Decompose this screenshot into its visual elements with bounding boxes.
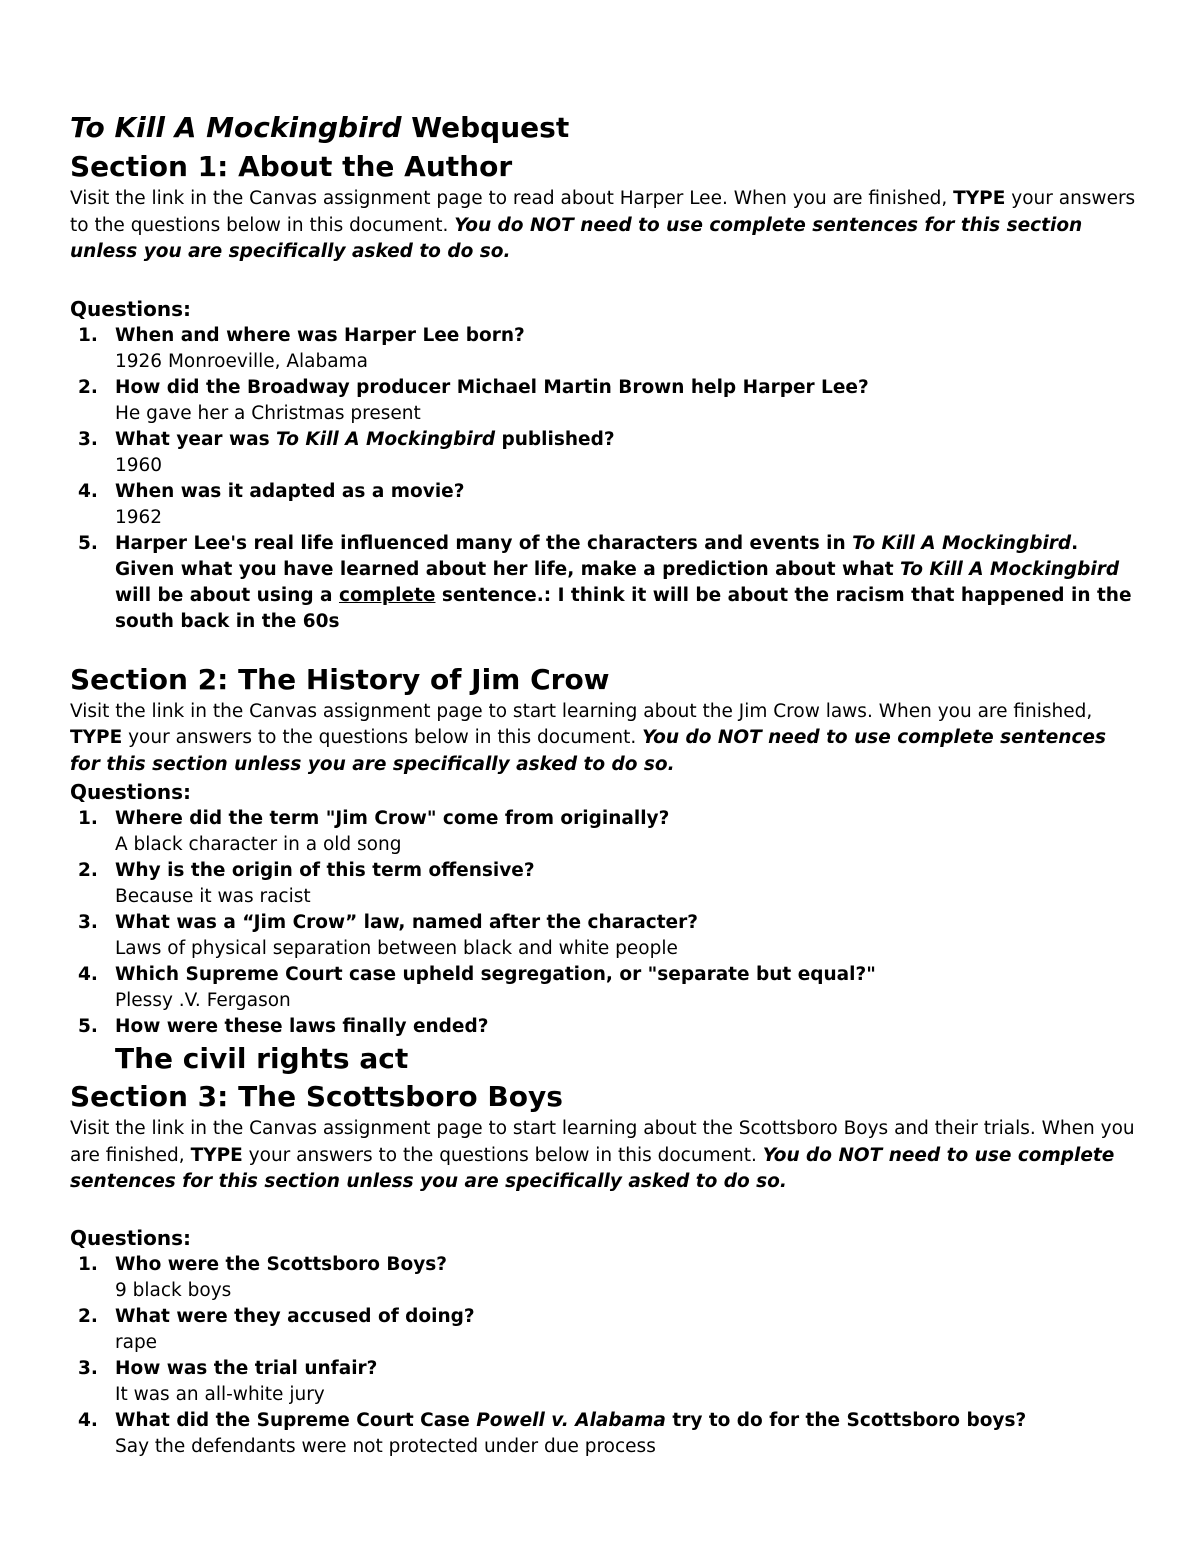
list-item: 5. Harper Lee's real life influenced many of the characters and events in To Kill A Mockingbird. Given what you have learned about her life, make a prediction about what To Kill A Mockingbird will be about using a complete sentence.: I think it will be about the racism that happened in the south back in the 60s [70, 531, 1140, 635]
section-2-instructions: Visit the link in the Canvas assignment page to start learning about the Jim Crow laws. When you are finished, TYPE your answers to the questions below in this document. You do NOT need to use complete sentences for this section unless you are specifically asked to do so. [70, 700, 1106, 775]
answer-text[interactable]: Say the defendants were not protected under due process [115, 1435, 656, 1457]
question-text: How were these laws finally ended? [115, 1016, 489, 1037]
section-1-heading: Section 1: About the Author [70, 150, 513, 183]
question-text[interactable]: Harper Lee's real life influenced many of the characters and events in To Kill A Mockingbird. Given what you have learned about her life, make a prediction about what To Kill A Mockingbird will be about using a complete sentence.: I think it will be about the racism that happened in the south back in the 60s [115, 532, 1132, 632]
answer-text[interactable]: 1960 [115, 454, 163, 476]
question-text: Why is the origin of this term offensive? [115, 860, 535, 881]
answer-text[interactable]: Because it was racist [115, 886, 311, 907]
answer-text[interactable]: 1926 Monroeville, Alabama [115, 350, 368, 372]
question-text: What were they accused of doing? [115, 1305, 475, 1327]
list-item: 1. Where did the term "Jim Crow" come from originally? A black character in a old song [70, 806, 1140, 858]
section-1-question-list [70, 323, 1140, 635]
list-item: 3. What year was To Kill A Mockingbird published? 1960 [70, 427, 1140, 479]
question-text: Which Supreme Court case upheld segregation, or "separate but equal?" [115, 964, 876, 985]
answer-text[interactable]: Plessy .V. Fergason [115, 990, 291, 1011]
answer-text[interactable]: A black character in a old song [115, 834, 402, 855]
question-text: How was the trial unfair? [115, 1357, 378, 1379]
list-item: 4. When was it adapted as a movie? 1962 [70, 479, 1140, 531]
question-text: Who were the Scottsboro Boys? [115, 1253, 448, 1275]
section-3-instructions: Visit the link in the Canvas assignment page to start learning about the Scottsboro Boys and their trials. When you are finished, TYPE your answers to the questions below in this document. You do NOT need to use complete sentences for this section unless you are specifically asked to do so. [70, 1118, 1135, 1192]
section-3-question-list [70, 1252, 1140, 1460]
section-2-heading: Section 2: The History of Jim Crow [70, 662, 610, 696]
question-text: When and where was Harper Lee born? [115, 324, 525, 346]
answer-text[interactable]: He gave her a Christmas present [115, 402, 421, 424]
section-1-instructions: Visit the link in the Canvas assignment page to read about Harper Lee. When you are finished, TYPE your answers to the questions below in this document. You do NOT need to use complete sentences for this section unless you are specifically asked to do so. [70, 188, 1136, 262]
section-3-heading: Section 3: The Scottsboro Boys [70, 1080, 563, 1113]
list-item: 4. What did the Supreme Court Case Powell v. Alabama try to do for the Scottsboro boys? Say the defendants were not protected under due process [70, 1408, 1140, 1460]
list-item: 2. How did the Broadway producer Michael Martin Brown help Harper Lee? He gave her a Christmas present [70, 375, 1140, 427]
section-2-questions-label: Questions: [70, 780, 192, 804]
question-text: What did the Supreme Court Case Powell v. Alabama try to do for the Scottsboro boys? [115, 1409, 1027, 1431]
list-item: 4. Which Supreme Court case upheld segregation, or "separate but equal?" Plessy .V. Fergason [70, 962, 1140, 1014]
answer-text[interactable]: The civil rights act [115, 1042, 409, 1075]
answer-text[interactable]: Laws of physical separation between black and white people [115, 938, 678, 959]
section-3-questions-label: Questions: [70, 1225, 192, 1250]
list-item: 1. Who were the Scottsboro Boys? 9 black boys [70, 1252, 1140, 1304]
list-item: 2. Why is the origin of this term offensive? Because it was racist [70, 858, 1140, 910]
answer-text[interactable]: 1962 [115, 506, 163, 528]
answer-text[interactable]: rape [115, 1331, 158, 1353]
answer-text[interactable]: 9 black boys [115, 1279, 232, 1301]
list-item: 2. What were they accused of doing? rape [70, 1304, 1140, 1356]
answer-text[interactable]: It was an all-white jury [115, 1383, 325, 1405]
document-page [70, 108, 1140, 1460]
list-item: 1. When and where was Harper Lee born? 1926 Monroeville, Alabama [70, 323, 1140, 375]
list-item: 3. What was a “Jim Crow” law, named after the character? Laws of physical separation between black and white people [70, 910, 1140, 962]
question-text: Where did the term "Jim Crow" come from originally? [115, 808, 670, 829]
list-item: 5. How were these laws finally ended? The civil rights act [70, 1014, 1140, 1078]
section-1-questions-label: Questions: [70, 296, 192, 321]
question-text: What was a “Jim Crow” law, named after the character? [115, 912, 698, 933]
list-item: 3. How was the trial unfair? It was an all-white jury [70, 1356, 1140, 1408]
question-text: When was it adapted as a movie? [115, 480, 465, 502]
section-2-question-list [70, 806, 1140, 1078]
question-text: What year was To Kill A Mockingbird published? [115, 428, 615, 450]
question-text: How did the Broadway producer Michael Martin Brown help Harper Lee? [115, 376, 869, 398]
document-title: To Kill A Mockingbird Webquest [70, 111, 570, 144]
